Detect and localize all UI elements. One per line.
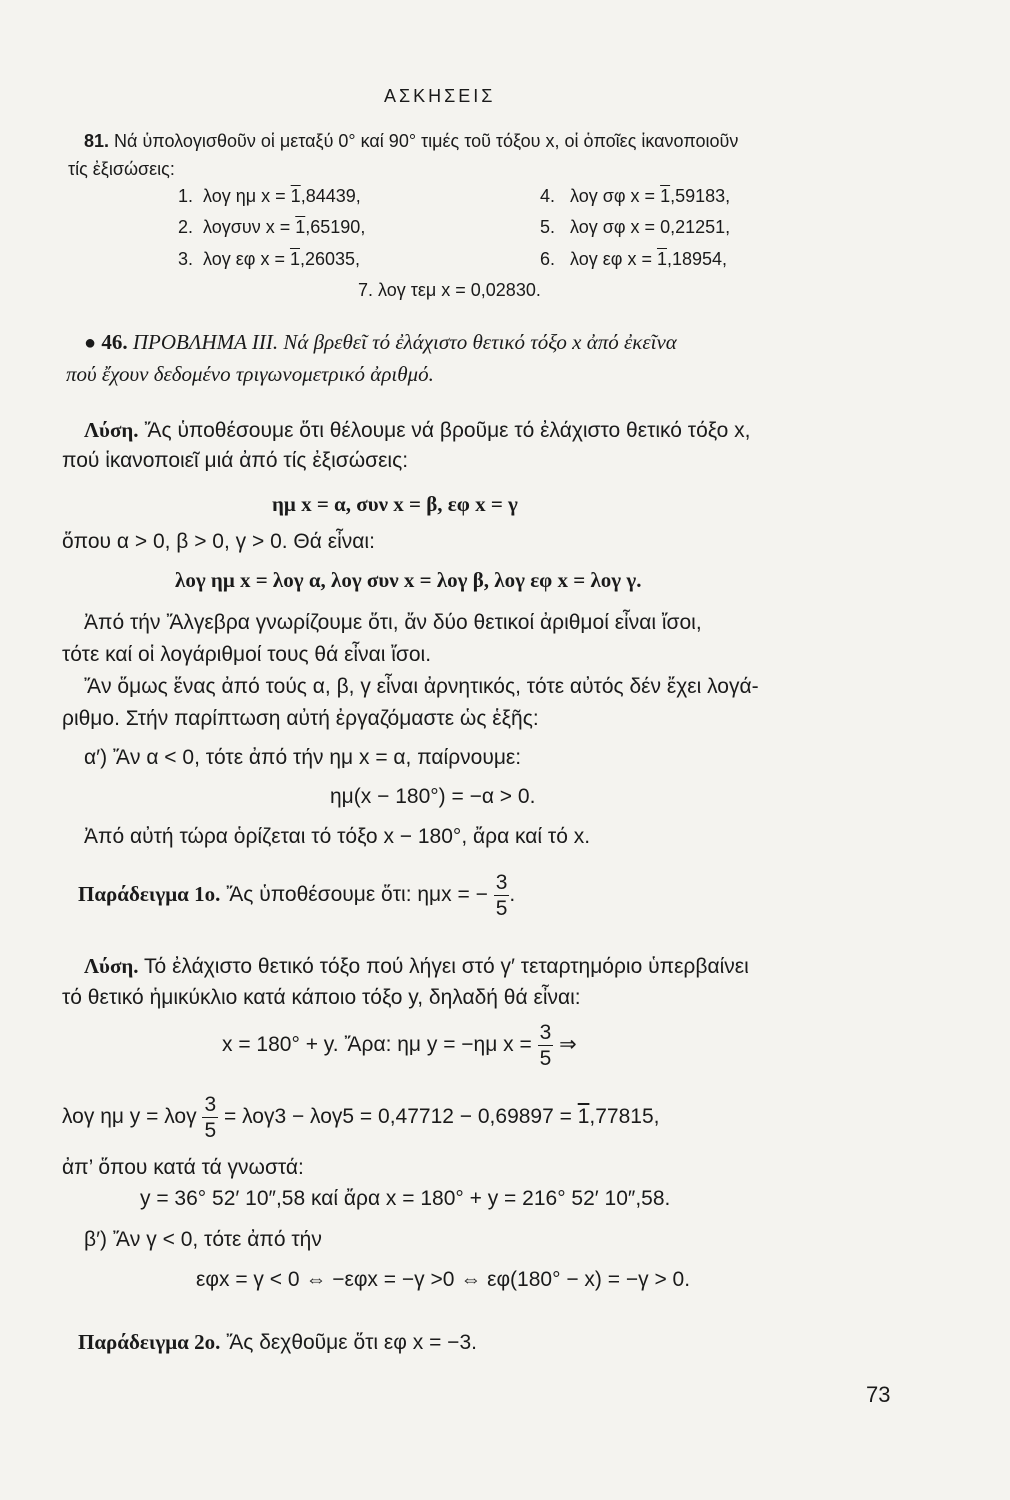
equation-4: 4. λογ σφ x = 1,59183,: [540, 186, 731, 206]
example-1: Παράδειγμα 1ο. Ἄς ὑποθέσουμε ὅτι: ημx = − $\frac{3}{5}$ .: [78, 871, 516, 920]
exercise-text: Νά ὑπολογισθοῦν οἱ μεταξύ 0° καί 90° τιμές τοῦ τόξου x, οἱ ὁποῖες ἱκανοποιοῦν: [114, 131, 739, 151]
equation-result: y = 36° 52′ 10″,58 καί ἄρα x = 180° + y = 216° 52′ 10″,58.: [140, 1187, 671, 1210]
page-number: 73: [866, 1382, 891, 1407]
case-a-line: Ἀπό αὐτή τώρα ὁρίζεται τό τόξο x − 180°, ἄρα καί τό x.: [84, 825, 591, 848]
equation-3: 3. λογ εφ x = 1,26035,: [178, 249, 361, 269]
bullet-icon: ●: [84, 332, 97, 354]
case-a: α′) Ἄν α < 0, τότε ἀπό τήν ημ x = α, παίρνουμε:: [84, 746, 522, 769]
exercise-81-intro: [84, 131, 738, 152]
equation-2: 2. λογσυν x = 1,65190,: [178, 217, 366, 237]
equation-log: λογ ημ x = λογ α, λογ συν x = λογ β, λογ εφ x = λογ γ.: [175, 568, 642, 592]
equation-1: 1. λογ ημ x = 1,84439,: [178, 186, 361, 206]
equation-6: 6. λογ εφ x = 1,18954,: [540, 249, 728, 269]
problem-title: ● 46. ΠΡΟΒΛΗΜΑ ΙΙΙ. Νά βρεθεῖ τό ἐλάχιστο θετικό τόξο x ἀπό ἐκεῖνα: [84, 330, 677, 354]
solution-line-6: Ἄν ὅμως ἕνας ἀπό τούς α, β, γ εἶναι ἀρνητικός, τότε αὐτός δέν ἔχει λογά-: [84, 675, 759, 698]
solution-line-3: ὅπου α > 0, β > 0, γ > 0. Θά εἶναι:: [62, 530, 375, 553]
example-2-label: Παράδειγμα 2ο.: [78, 1330, 221, 1354]
equation-log-calc: λογ ημ y = λογ $\frac{3}{5}$ = λογ3 − λογ5 = 0,47712 − 0,69897 = 1,77815,: [62, 1093, 660, 1142]
solution2-line-2: τό θετικό ἡμικύκλιο κατά κάποιο τόξο y, δηλαδή θά εἶναι:: [62, 986, 581, 1009]
equation-arc: x = 180° + y. Ἄρα: ημ y = −ημ x = $\frac{3}{5}$ ⇒: [222, 1021, 577, 1070]
example-2: Παράδειγμα 2ο. Ἄς δεχθοῦμε ὅτι εφ x = −3.: [78, 1330, 477, 1354]
solution-label: Λύση.: [84, 418, 139, 442]
solution2-line-3: ἀπ’ ὅπου κατά τά γνωστά:: [62, 1156, 304, 1179]
exercise-81-intro-cont: τίς ἐξισώσεις:: [68, 159, 175, 179]
example-1-label: Παράδειγμα 1ο.: [78, 882, 221, 907]
solution-line-5: τότε καί οἱ λογάριθμοί τους θά εἶναι ἴσοι.: [62, 643, 432, 666]
solution2-line-1: Λύση. Τό ἐλάχιστο θετικό τόξο πού λήγει στό γ′ τεταρτημόριο ὑπερβαίνει: [84, 954, 749, 978]
section-heading: ΑΣΚΗΣΕΙΣ: [384, 86, 496, 106]
solution-line-1: Λύση. Ἄς ὑποθέσουμε ὅτι θέλουμε νά βροῦμε τό ἐλάχιστο θετικό τόξο x,: [84, 418, 751, 442]
case-a-equation: ημ(x − 180°) = −α > 0.: [330, 785, 536, 808]
equation-5: 5. λογ σφ x = 0,21251,: [540, 217, 731, 237]
problem-title-cont: πού ἔχουν δεδομένο τριγωνομετρικό ἀριθμό.: [66, 362, 434, 386]
fraction: $\frac{3}{5}$: [495, 871, 508, 920]
exercise-number: 81.: [84, 131, 110, 151]
solution-line-7: ριθμο. Στήν παρίπτωση αὐτή ἐργαζόμαστε ὡς ἑξῆς:: [62, 707, 539, 730]
case-b: β′) Ἄν γ < 0, τότε ἀπό τήν: [84, 1228, 322, 1251]
equation-tan: εφx = γ < 0 ⇔ −εφx = −γ >0 ⇔ εφ(180° − x) = −γ > 0.: [196, 1268, 691, 1291]
equation-main: ημ x = α, συν x = β, εφ x = γ: [272, 492, 518, 516]
fraction: $\frac{3}{5}$: [204, 1093, 217, 1142]
fraction: $\frac{3}{5}$: [539, 1021, 552, 1070]
solution-line-2: πού ἱκανοποιεῖ μιά ἀπό τίς ἐξισώσεις:: [62, 449, 409, 472]
solution2-label: Λύση.: [84, 954, 139, 978]
equation-7: 7. λογ τεμ x = 0,02830.: [358, 280, 541, 300]
solution-line-4: Ἀπό τήν Ἄλγεβρα γνωρίζουμε ὅτι, ἄν δύο θετικοί ἀριθμοί εἶναι ἴσοι,: [84, 611, 702, 634]
